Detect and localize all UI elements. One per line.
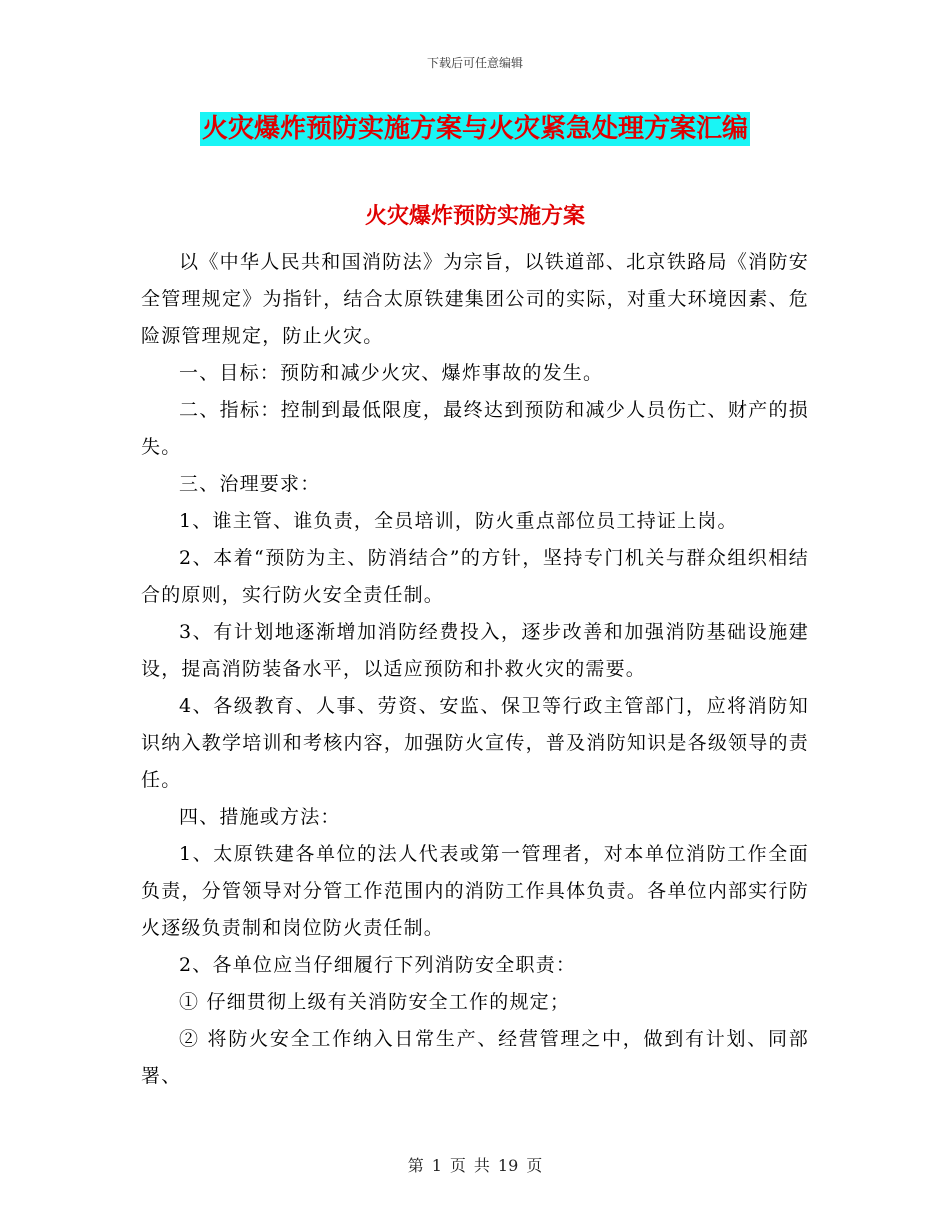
paragraph-measures-heading: 四、措施或方法： [179,806,341,828]
paragraph-goal: 一、目标：预防和减少火灾、爆炸事故的发生。 [179,362,604,384]
paragraph-indicator: 二、指标：控制到最低限度，最终达到预防和减少人员伤亡、财产的损失。 [141,399,809,458]
paragraph-duty-1: ① 仔细贯彻上级有关消防安全工作的规定； [179,991,571,1013]
paragraph-requirement-4: 4、各级教育、人事、劳资、安监、保卫等行政主管部门，应将消防知识纳入教学培训和考核内容，加强防火宣传，普及消防知识是各级领导的责任。 [141,695,809,791]
paragraph-intro: 以《中华人民共和国消防法》为宗旨，以铁道部、北京铁路局《消防安全管理规定》为指针，结合太原铁建集团公司的实际，对重大环境因素、危险源管理规定，防止火灾。 [141,251,809,347]
page-footer [0,1153,950,1176]
document-body [141,244,809,1095]
footer-page-number: 1 [431,1156,442,1175]
main-title-container [0,112,950,146]
footer-total-pages: 19 [497,1156,519,1175]
paragraph-requirement-2: 2、本着“预防为主、防消结合”的方针，坚持专门机关与群众组织相结合的原则，实行防火安全责任制。 [141,547,809,606]
paragraph-measure-2: 2、各单位应当仔细履行下列消防安全职责： [179,954,577,976]
footer-page-prefix: 第 [407,1156,424,1175]
footer-page-mid: 页 [449,1156,466,1175]
paragraph-requirement-1: 1、谁主管、谁负责，全员培训，防火重点部位员工持证上岗。 [179,510,738,532]
main-title: 火灾爆炸预防实施方案与火灾紧急处理方案汇编 [201,114,748,144]
paragraph-requirement-3: 3、有计划地逐渐增加消防经费投入，逐步改善和加强消防基础设施建设，提高消防装备水平，以适应预防和扑救火灾的需要。 [141,621,809,680]
paragraph-measure-1: 1、太原铁建各单位的法人代表或第一管理者，对本单位消防工作全面负责，分管领导对分管工作范围内的消防工作具体负责。各单位内部实行防火逐级负责制和岗位防火责任制。 [141,843,809,939]
page-header-note: 下载后可任意编辑 [426,56,523,70]
section-title: 火灾爆炸预防实施方案 [364,203,585,229]
footer-total-prefix: 共 [473,1156,490,1175]
paragraph-duty-2: ② 将防火安全工作纳入日常生产、经营管理之中，做到有计划、同部署、 [141,1028,809,1087]
paragraph-requirements-heading: 三、治理要求： [179,473,321,495]
footer-page-suffix: 页 [526,1156,543,1175]
